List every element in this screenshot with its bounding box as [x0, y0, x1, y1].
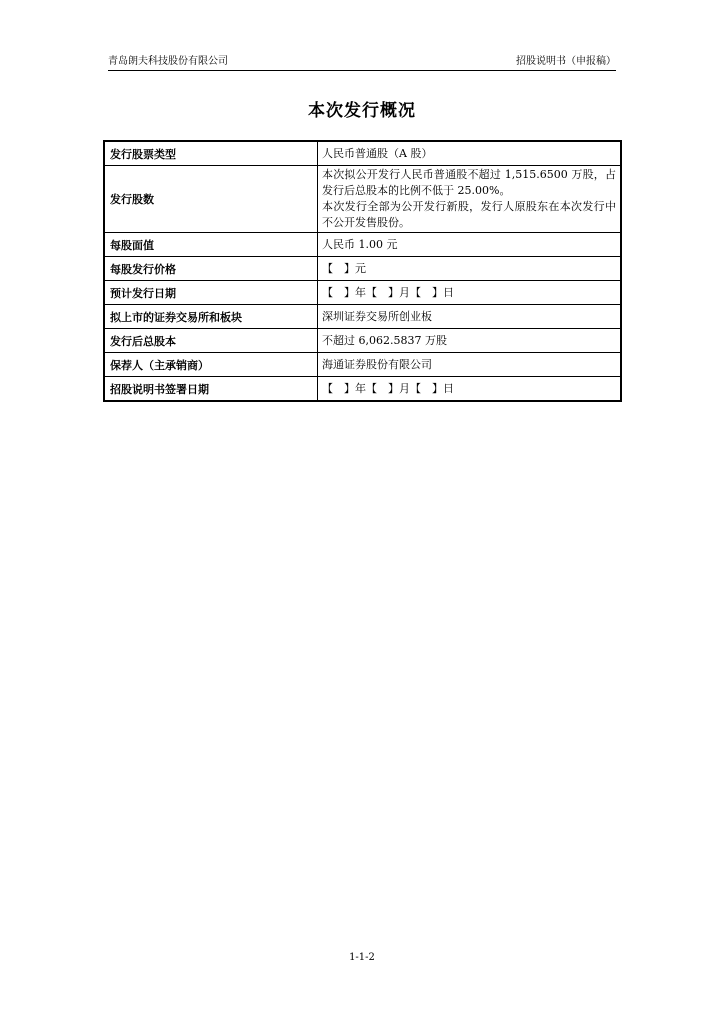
row-value-text: 【 】年【 】月【 】日: [322, 285, 454, 299]
page-header: [108, 54, 616, 71]
company-name: 青岛朗夫科技股份有限公司: [108, 56, 228, 67]
row-value-text: 人民币普通股（A 股）: [322, 146, 433, 160]
row-value-text: 【 】年【 】月【 】日: [322, 381, 454, 395]
row-value-text: 【 】元: [322, 261, 366, 275]
row-value-text: 深圳证券交易所创业板: [322, 309, 432, 323]
row-label: 拟上市的证券交易所和板块: [104, 305, 318, 329]
table-row: [104, 257, 621, 281]
row-label: 保荐人（主承销商）: [104, 353, 318, 377]
table-row: [104, 233, 621, 257]
table-row: [104, 329, 621, 353]
row-value: [318, 166, 622, 233]
row-label: 每股面值: [104, 233, 318, 257]
row-value: [318, 329, 622, 353]
page-title: 本次发行概况: [308, 101, 416, 121]
row-value-text: 本次拟公开发行人民币普通股不超过 1,515.6500 万股，占发行后总股本的比例不低于 25.00%。: [322, 168, 616, 197]
row-value: [318, 281, 622, 305]
offering-summary-table: [103, 140, 622, 402]
row-value-text: 不超过 6,062.5837 万股: [322, 333, 447, 347]
row-label: 发行股票类型: [104, 141, 318, 166]
row-value: [318, 257, 622, 281]
row-value: [318, 353, 622, 377]
row-label: 招股说明书签署日期: [104, 377, 318, 402]
row-value-text: 本次发行全部为公开发行新股，发行人原股东在本次发行中不公开发售股份。: [322, 200, 616, 229]
row-value-text: 人民币 1.00 元: [322, 237, 398, 251]
row-label: 发行股数: [104, 166, 318, 233]
table-row: [104, 166, 621, 233]
page-number: 1-1-2: [349, 952, 375, 963]
row-value: [318, 377, 622, 402]
row-label: 发行后总股本: [104, 329, 318, 353]
table-row: [104, 377, 621, 402]
row-value: [318, 305, 622, 329]
row-label: 预计发行日期: [104, 281, 318, 305]
row-value-text: 海通证券股份有限公司: [322, 357, 432, 371]
table-row: [104, 281, 621, 305]
row-value: [318, 141, 622, 166]
row-label: 每股发行价格: [104, 257, 318, 281]
table-row: [104, 305, 621, 329]
table-row: [104, 353, 621, 377]
document-title: 招股说明书（申报稿）: [516, 56, 616, 67]
table-row: [104, 141, 621, 166]
row-value: [318, 233, 622, 257]
